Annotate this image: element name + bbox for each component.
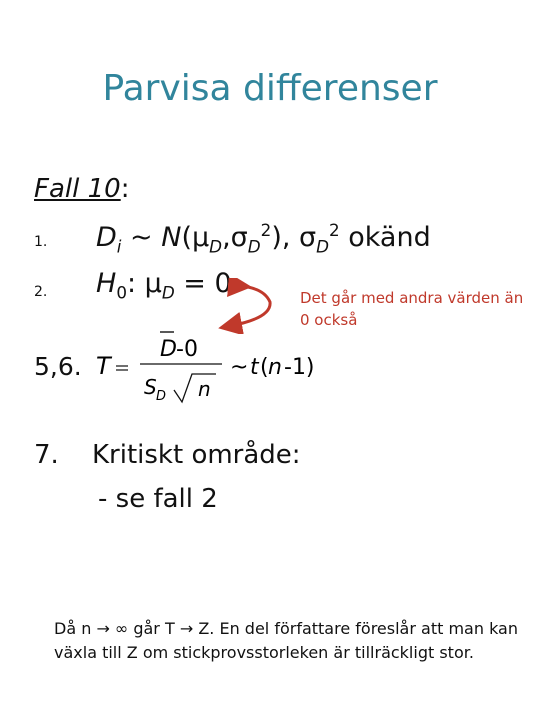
case-label: Fall 10 — [34, 174, 121, 204]
note-text: Det går med andra värden än 0 också — [300, 289, 524, 329]
item-number-1: 1. — [34, 234, 48, 250]
t-symbol: T — [96, 352, 111, 380]
sd-symbol: S — [144, 375, 157, 399]
distribution-formula: $D_i$ ~ $N(\mu_D,\sigma_D^2)$, $\sigma_D^2$ okänd — [96, 220, 431, 257]
t-statistic-formula — [90, 330, 340, 410]
numerator-rest: -0 — [176, 337, 198, 362]
item-number-56: 5,6. — [34, 352, 82, 381]
hypothesis-formula: $H_0$: $\mu_D = 0$ — [96, 268, 232, 303]
critical-region-ref: - se fall 2 — [98, 484, 218, 514]
footer-note: Då n → ∞ går T → Z. En del författare föreslår att man kan växla till Z om stickprovsstorleken är tillräckligt stor. — [54, 619, 518, 662]
df-rest: -1) — [284, 355, 315, 380]
sd-subscript: D — [156, 389, 167, 404]
df-n: n — [268, 355, 282, 380]
case-colon: : — [120, 174, 130, 204]
open-paren: ( — [260, 355, 269, 380]
t-dist: t — [250, 355, 259, 380]
item-number-7: 7. — [34, 440, 59, 470]
mean-d: D — [160, 337, 177, 362]
page-title: Parvisa differenser — [102, 68, 438, 109]
tilde-symbol: ~ — [230, 355, 249, 380]
critical-region-heading: Kritiskt område: — [92, 440, 301, 470]
item-number-2: 2. — [34, 284, 48, 300]
curved-arrow-icon — [212, 278, 288, 334]
sqrt-n: n — [198, 377, 211, 401]
case-heading — [34, 174, 129, 204]
